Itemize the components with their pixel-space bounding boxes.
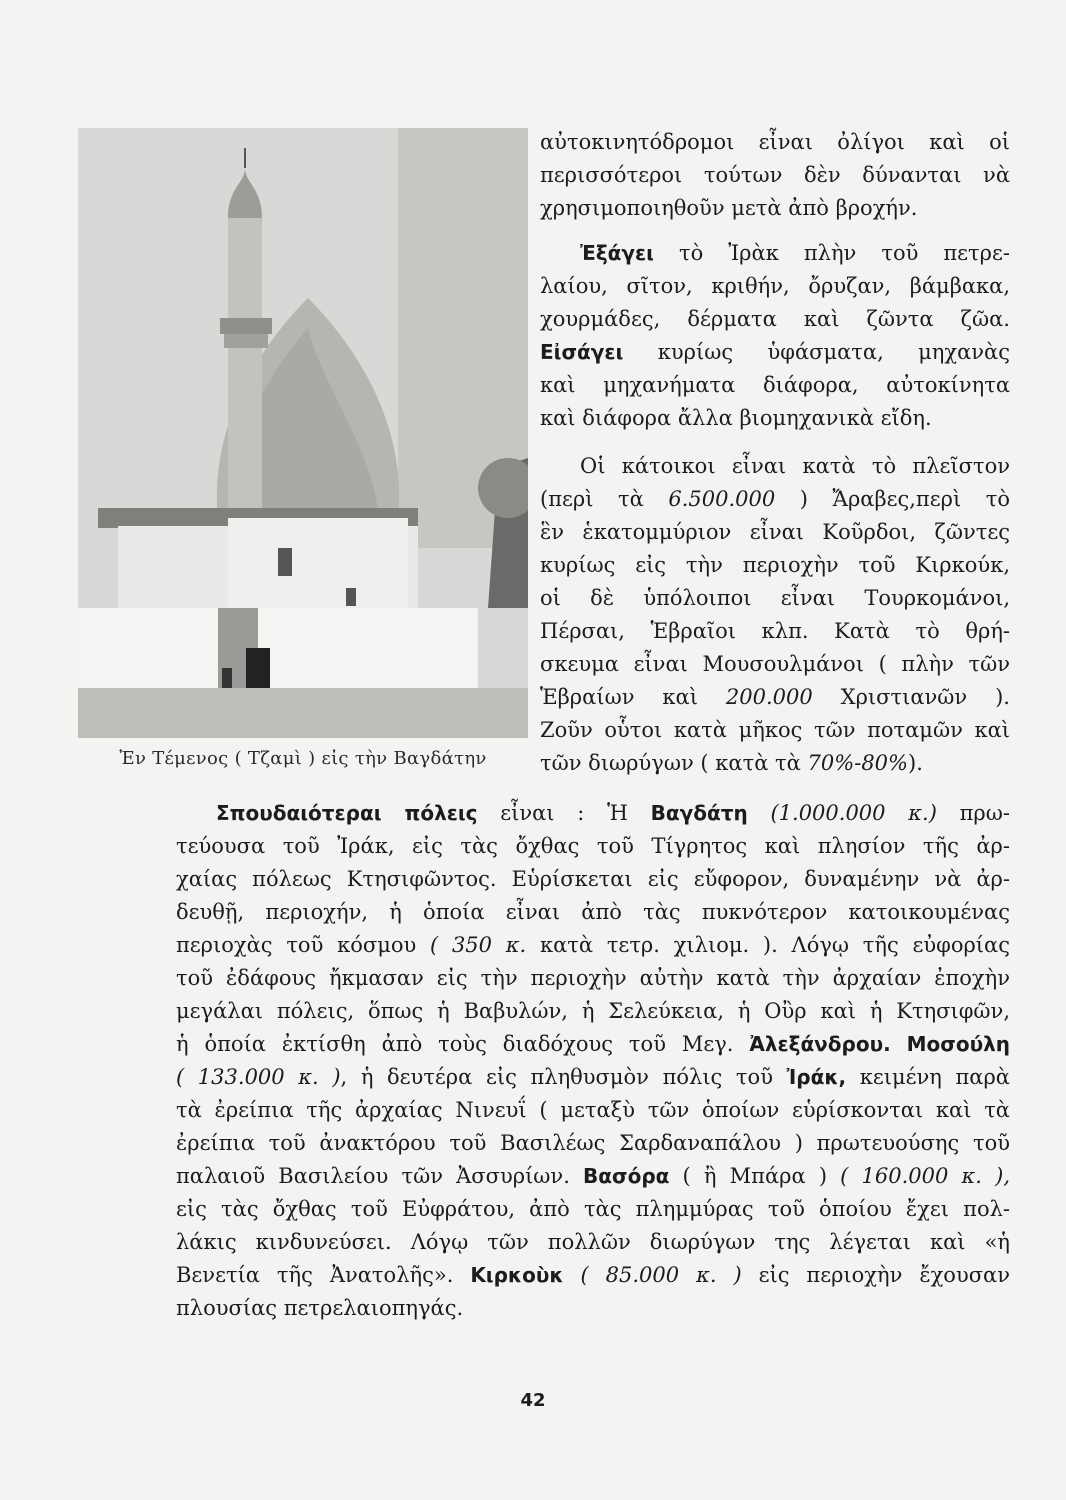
text-line: (περὶ τὰ 6.500.000 ) Ἄραβες,περὶ τὸ: [540, 487, 1011, 511]
text-line: Πέρσαι, Ἑβραῖοι κλπ. Κατὰ τὸ θρή-: [540, 619, 1010, 643]
mosque-photo: [78, 128, 528, 738]
text-line: Βενετία τῆς Ἀνατολῆς». Κιρκοὺκ ( 85.000 κ. ) εἰς περιοχὴν ἔχουσαν: [176, 1263, 1011, 1287]
text-line: ἡ ὁποία ἐκτίσθη ἀπὸ τοὺς διαδόχους τοῦ Μεγ. Ἀλεξάνδρου. Μοσούλη: [176, 1032, 1010, 1056]
text-line: χρησιμοποιηθοῦν μετὰ ἀπὸ βροχήν.: [540, 196, 918, 220]
text-line: Ἑβραίων καὶ 200.000 Χριστιανῶν ).: [540, 685, 1010, 709]
text-line: Ζοῦν οὗτοι κατὰ μῆκος τῶν ποταμῶν καὶ: [540, 718, 1010, 742]
city-mosul: Μοσούλη: [906, 1032, 1010, 1056]
city-baghdad: Βαγδάτη: [650, 801, 748, 825]
text-line: κυρίως εἰς τὴν περιοχὴν τοῦ Κιρκούκ,: [540, 553, 1010, 577]
text-line: χουρμάδες, δέρματα καὶ ζῶντα ζῶα.: [540, 307, 1010, 331]
text-line: εἰς τὰς ὄχθας τοῦ Εὐφράτου, ἀπὸ τὰς πλημμύρας τοῦ ὁποίου ἔχει πολ-: [176, 1197, 1010, 1221]
text-line: τοῦ ἐδάφους ἤκμασαν εἰς τὴν περιοχὴν αὐτὴν κατὰ τὴν ἀρχαίαν ἐποχὴν: [176, 966, 1010, 990]
city-kirkuk: Κιρκοὺκ: [470, 1263, 564, 1287]
text-line: σκευμα εἶναι Μουσουλμάνοι ( πλὴν τῶν: [540, 652, 1010, 676]
text-line: τεύουσα τοῦ Ἰράκ, εἰς τὰς ὄχθας τοῦ Τίγρητος καὶ πλησίον τῆς ἀρ-: [176, 834, 1010, 858]
imports-label: Εἰσάγει: [540, 340, 624, 364]
cities-heading: Σπουδαιότεραι πόλεις: [216, 801, 478, 825]
text-line: τῶν διωρύγων ( κατὰ τὰ 70%-80%).: [540, 751, 923, 775]
cities-heading-line: Σπουδαιότεραι πόλεις εἶναι : Ἡ Βαγδάτη (1.000.000 κ.) πρω-: [216, 801, 1011, 825]
photo-caption: Ἐν Τέμενος ( Τζαμὶ ) εἰς τὴν Βαγδάτην: [119, 748, 487, 769]
text-line: καὶ διάφορα ἄλλα βιομηχανικὰ εἴδη.: [540, 406, 932, 430]
imports-line: Εἰσάγει κυρίως ὑφάσματα, μηχανὰς: [540, 340, 1010, 364]
mosque-illustration: [78, 128, 528, 738]
city-basra: Βασόρα: [583, 1164, 670, 1188]
text-line: λαίου, σῖτον, κριθήν, ὄρυζαν, βάμβακα,: [540, 274, 1010, 298]
text-line: καὶ μηχανήματα διάφορα, αὐτοκίνητα: [540, 373, 1010, 397]
text-line: δευθῇ, περιοχήν, ἡ ὁποία εἶναι ἀπὸ τὰς πυκνότερον κατοικουμένας: [176, 900, 1010, 924]
text-line: οἱ δὲ ὑπόλοιποι εἶναι Τουρκομάνοι,: [540, 586, 1010, 610]
text-line: πλουσίας πετρελαιοπηγάς.: [176, 1296, 464, 1320]
text-line: Οἱ κάτοικοι εἶναι κατὰ τὸ πλεῖστον: [580, 454, 1010, 478]
text-line: ἐρείπια τοῦ ἀνακτόρου τοῦ Βασιλέως Σαρδαναπάλου ) πρωτευούσης τοῦ: [176, 1131, 1010, 1155]
text-line: χαίας πόλεως Κτησιφῶντος. Εὑρίσκεται εἰς εὔφορον, δυναμένην νὰ ἀρ-: [176, 867, 1010, 891]
exports-label: Ἐξάγει: [580, 241, 654, 265]
text-line: περισσότεροι τούτων δὲν δύνανται νὰ: [540, 163, 1010, 187]
text-line: ( 133.000 κ. ), ἡ δευτέρα εἰς πληθυσμὸν πόλις τοῦ Ἰράκ, κειμένη παρὰ: [176, 1065, 1010, 1089]
text-line: μεγάλαι πόλεις, ὅπως ἡ Βαβυλών, ἡ Σελεύκεια, ἡ Οὒρ καὶ ἡ Κτησιφῶν,: [176, 999, 1010, 1023]
text-line: λάκις κινδυνεύσει. Λόγῳ τῶν πολλῶν διωρύγων της λέγεται καὶ «ἡ: [176, 1230, 1010, 1254]
exports-line: Ἐξάγει τὸ Ἰρὰκ πλὴν τοῦ πετρε-: [580, 241, 1010, 265]
text-line: τὰ ἐρείπια τῆς ἀρχαίας Νινευΐ ( μεταξὺ τῶν ὁποίων εὑρίσκονται καὶ τὰ: [176, 1098, 1010, 1122]
text-line: παλαιοῦ Βασιλείου τῶν Ἀσσυρίων. Βασόρα ( ἢ Μπάρα ) ( 160.000 κ. ),: [176, 1164, 1010, 1188]
text-line: περιοχὰς τοῦ κόσμου ( 350 κ. κατὰ τετρ. χιλιομ. ). Λόγῳ τῆς εὐφορίας: [176, 933, 1010, 957]
text-line: αὐτοκινητόδρομοι εἶναι ὀλίγοι καὶ οἱ: [540, 130, 1010, 154]
page-number: 42: [520, 1390, 546, 1411]
text-line: ἓν ἑκατομμύριον εἶναι Κοῦρδοι, ζῶντες: [540, 520, 1010, 544]
